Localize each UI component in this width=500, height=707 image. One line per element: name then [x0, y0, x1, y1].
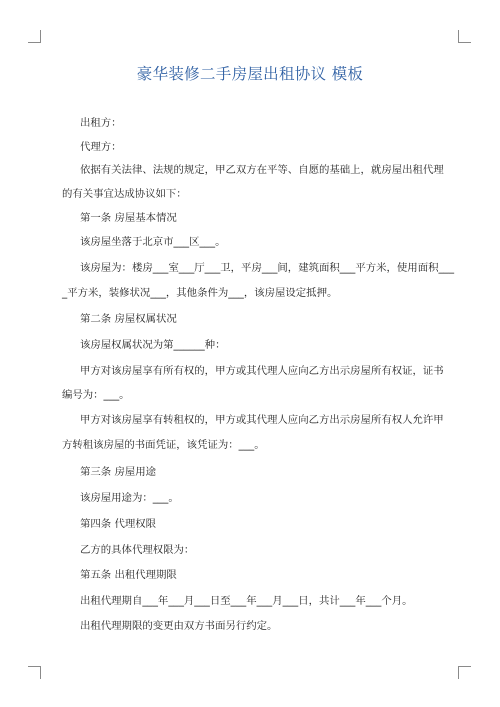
article-1-location: 该房屋坐落于北京市___区___。: [80, 236, 226, 248]
article-2-heading: 第二条 房屋权属状况: [80, 313, 177, 325]
corner-mark-top-left: [28, 30, 41, 43]
corner-mark-bottom-left: [28, 666, 41, 679]
article-1-details-line-2: _平方米，装修状况___，其他条件为___，该房屋设定抵押。: [62, 287, 338, 299]
article-2-sublease-line-2: 方转租该房屋的书面凭证，该凭证为：___。: [62, 439, 265, 451]
article-5-term: 出租代理期自___年___月___日至___年___月___日，共计___年___个月。: [80, 595, 413, 607]
article-5-term-change: 出租代理期限的变更由双方书面另行约定。: [80, 620, 278, 632]
article-1-heading: 第一条 房屋基本情况: [80, 212, 177, 224]
article-3-usage: 该房屋用途为：___。: [80, 492, 179, 504]
lessor-line: 出租方：: [80, 117, 122, 129]
article-2-ownership-line-2: 编号为：___。: [62, 389, 130, 401]
article-4-heading: 第四条 代理权限: [80, 518, 157, 530]
article-2-sublease-line-1: 甲方对该房屋享有转租权的，甲方或其代理人应向乙方出示房屋所有权人允许甲: [80, 414, 444, 426]
article-4-scope: 乙方的具体代理权限为：: [80, 544, 195, 556]
corner-mark-top-right: [458, 30, 471, 43]
article-5-heading: 第五条 出租代理期限: [80, 569, 177, 581]
corner-mark-bottom-right: [458, 666, 471, 679]
article-1-details-line-1: 该房屋为：楼房___室___厅___卫，平房___间，建筑面积___平方米，使用面积___: [80, 262, 455, 274]
article-3-heading: 第三条 房屋用途: [80, 466, 157, 478]
article-2-ownership-type: 该房屋权属状况为第______种：: [80, 339, 226, 351]
preamble-line-2: 的有关事宜达成协议如下：: [62, 188, 187, 200]
article-2-ownership-line-1: 甲方对该房屋享有所有权的，甲方或其代理人应向乙方出示房屋所有权证，证书: [80, 365, 444, 377]
document-title: 豪华装修二手房屋出租协议 模板: [136, 65, 364, 83]
agent-line: 代理方：: [80, 141, 122, 153]
preamble-line-1: 依据有关法律、法规的规定，甲乙双方在平等、自愿的基础上，就房屋出租代理: [80, 164, 444, 176]
